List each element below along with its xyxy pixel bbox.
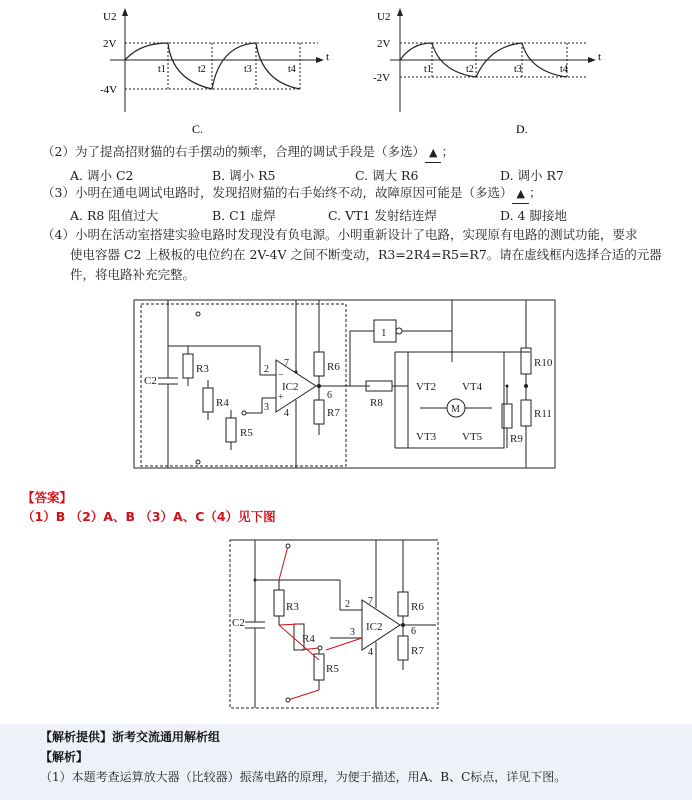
label-plus: + bbox=[278, 392, 284, 403]
answer-label-ic2: IC2 bbox=[366, 621, 383, 633]
answer-label-pin-6: 6 bbox=[411, 626, 416, 637]
label-r9: R9 bbox=[510, 433, 523, 445]
question-2-end: ； bbox=[441, 144, 454, 159]
r11 bbox=[521, 400, 531, 426]
analysis-heading: 【解析】 bbox=[40, 750, 89, 764]
label-r10: R10 bbox=[534, 357, 553, 369]
answer-content: （1）B （2）A、B （3）A、C（4）见下图 bbox=[22, 509, 276, 524]
answer-heading: 【答案】 bbox=[22, 490, 73, 505]
label-motor: M bbox=[451, 404, 460, 415]
question-4-line-3: 件，将电路补充完整。 bbox=[70, 267, 196, 282]
graph-c-t1: t1 bbox=[158, 64, 166, 75]
graph-d-caption: D. bbox=[516, 122, 528, 136]
label-r5: R5 bbox=[240, 427, 253, 439]
label-pin-6: 6 bbox=[327, 390, 332, 401]
label-vt2: VT2 bbox=[416, 381, 437, 393]
answer-r7 bbox=[398, 636, 408, 660]
question-3 bbox=[42, 184, 541, 204]
answer-dashed-box bbox=[230, 540, 438, 708]
label-r4: R4 bbox=[216, 397, 229, 409]
analysis-provider: 【解析提供】浙考交流通用解析组 bbox=[40, 730, 221, 744]
question-2-text: （2）为了提高招财猫的右手摆动的频率，合理的调试手段是（多选） bbox=[42, 144, 425, 159]
label-r6: R6 bbox=[327, 361, 340, 373]
answer-label-pin-7: 7 bbox=[368, 596, 373, 607]
answer-label-pin-4: 4 bbox=[368, 647, 373, 658]
label-r8: R8 bbox=[370, 397, 383, 409]
label-pin-3: 3 bbox=[264, 402, 269, 413]
answer-red-connections bbox=[279, 546, 362, 700]
answer-label-r4: R4 bbox=[302, 633, 315, 645]
r7 bbox=[314, 400, 324, 424]
graph-c-curve bbox=[125, 43, 300, 89]
question-2-option-b: B. 调小 R5 bbox=[212, 168, 276, 183]
answer-label-r7: R7 bbox=[411, 645, 424, 657]
answer-label-c2: C2 bbox=[232, 617, 245, 629]
label-minus: − bbox=[278, 370, 284, 381]
question-2-blank: ▲ bbox=[425, 144, 441, 163]
answer-r6 bbox=[398, 592, 408, 616]
question-3-text: （3）小明在通电调试电路时，发现招财猫的右手始终不动，故障原因可能是（多选） bbox=[42, 185, 513, 200]
answer-label-pin-2: 2 bbox=[345, 599, 350, 610]
label-vt5: VT5 bbox=[462, 431, 483, 443]
label-c2: C2 bbox=[144, 375, 157, 387]
label-r11: R11 bbox=[534, 408, 552, 420]
question-4-line-2: 使电容器 C2 上极板的电位约在 2V-4V 之间不断变动，R3=2R4=R5=R7。请在虚线框内选择合适的元器 bbox=[70, 247, 662, 262]
answer-label-r3: R3 bbox=[286, 601, 299, 613]
label-ic2: IC2 bbox=[282, 381, 299, 393]
question-4-line-1: （4）小明在活动室搭建实验电路时发现没有负电源。小明重新设计了电路，实现原有电路的测试功能，要求 bbox=[42, 227, 638, 242]
graph-c-x-label: t bbox=[326, 51, 330, 63]
circuit-diagram-answer bbox=[0, 530, 692, 715]
graph-d-tick-high: 2V bbox=[377, 38, 391, 50]
waveform-graphs bbox=[0, 0, 692, 140]
circuit-diagram-question bbox=[0, 290, 692, 475]
label-pin-7: 7 bbox=[284, 358, 289, 369]
answer-r5 bbox=[314, 654, 324, 680]
question-3-blank: ▲ bbox=[512, 185, 528, 204]
answer-label-r6: R6 bbox=[411, 601, 424, 613]
analysis-line-1: （1）本题考查运算放大器（比较器）振荡电路的原理，为便于描述，用A、B、C标点，详见下图。 bbox=[40, 770, 567, 784]
graph-d-x-label: t bbox=[598, 51, 602, 63]
graph-d-t1: t1 bbox=[424, 64, 432, 75]
graph-c-t2: t2 bbox=[198, 64, 206, 75]
label-r3: R3 bbox=[196, 363, 209, 375]
graph-d bbox=[373, 8, 601, 136]
graph-c-y-label: U2 bbox=[103, 11, 117, 23]
question-3-option-d: D. 4 脚接地 bbox=[500, 208, 567, 223]
question-2 bbox=[42, 143, 454, 163]
label-not-gate: 1 bbox=[381, 327, 387, 339]
graph-d-y-label: U2 bbox=[377, 11, 391, 23]
graph-c-caption: C. bbox=[192, 122, 204, 136]
r5 bbox=[226, 418, 236, 442]
label-pin-4: 4 bbox=[284, 408, 289, 419]
label-vt4: VT4 bbox=[462, 381, 483, 393]
question-3-option-c: C. VT1 发射结连焊 bbox=[328, 208, 437, 223]
question-3-end: ； bbox=[528, 185, 542, 200]
question-2-option-a: A. 调小 C2 bbox=[70, 168, 134, 183]
question-3-option-b: B. C1 虚焊 bbox=[212, 208, 276, 223]
question-3-option-a: A. R8 阻值过大 bbox=[70, 208, 159, 223]
label-r7: R7 bbox=[327, 407, 340, 419]
graph-d-t4: t4 bbox=[560, 64, 568, 75]
label-vt3: VT3 bbox=[416, 431, 437, 443]
graph-d-t2: t2 bbox=[466, 64, 474, 75]
question-2-option-d: D. 调小 R7 bbox=[500, 168, 564, 183]
answer-label-pin-3: 3 bbox=[350, 627, 355, 638]
circuit-frame bbox=[134, 300, 555, 468]
answer-label-r5: R5 bbox=[326, 663, 339, 675]
graph-c-tick-low: -4V bbox=[100, 84, 118, 96]
r6 bbox=[314, 352, 324, 376]
graph-c bbox=[100, 8, 329, 136]
graph-d-tick-low: -2V bbox=[373, 72, 391, 84]
graph-c-tick-high: 2V bbox=[103, 38, 117, 50]
graph-d-t3: t3 bbox=[514, 64, 522, 75]
graph-c-t3: t3 bbox=[244, 64, 252, 75]
r4 bbox=[203, 388, 213, 412]
question-2-option-c: C. 调大 R6 bbox=[355, 168, 419, 183]
answer-r3 bbox=[274, 590, 284, 616]
r3 bbox=[183, 354, 193, 378]
graph-c-t4: t4 bbox=[288, 64, 296, 75]
label-pin-2: 2 bbox=[264, 364, 269, 375]
